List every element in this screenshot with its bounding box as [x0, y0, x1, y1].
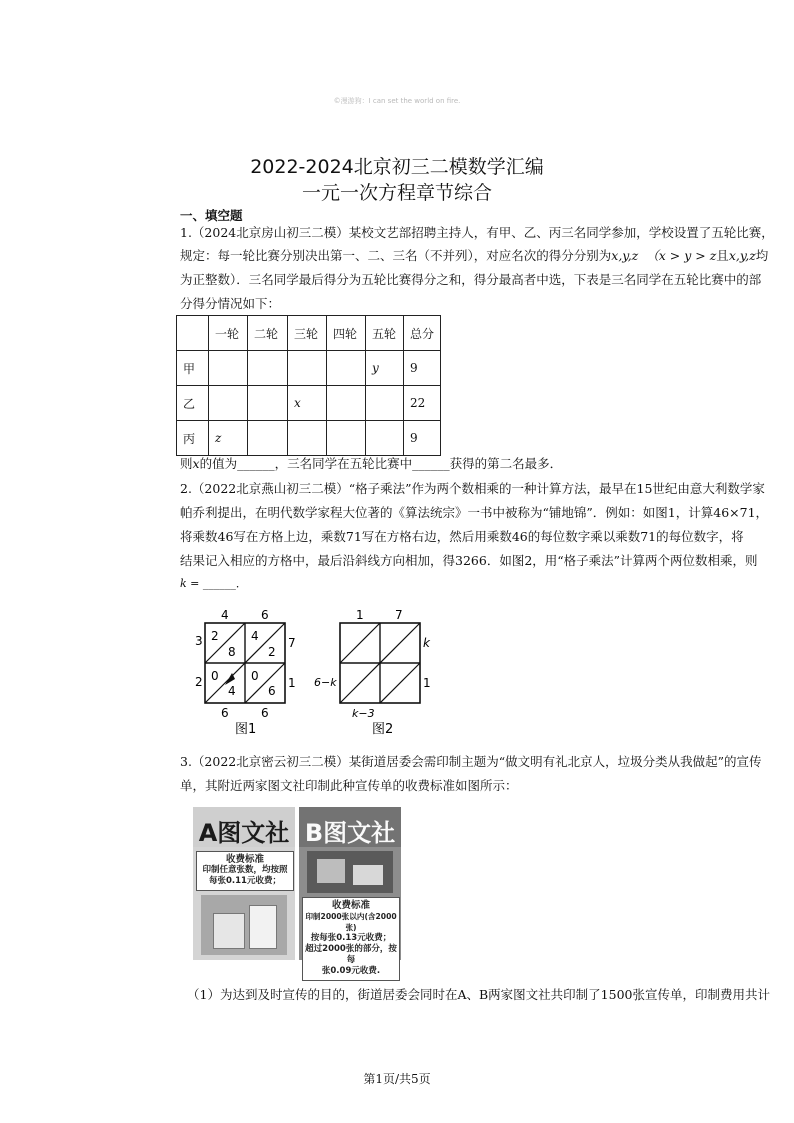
table-header: 四轮	[327, 316, 366, 351]
lattice-figure-1	[185, 603, 310, 738]
table-cell	[209, 351, 248, 386]
table-cell: 乙	[177, 386, 209, 421]
q1-line-2-text: 规定：每一轮比赛分别决出第一、二、三名（不并列），对应名次的得分分别为	[180, 248, 612, 263]
fig1-cell-digit: 0	[251, 669, 259, 683]
table-row	[177, 386, 441, 421]
table-cell: 9	[404, 351, 441, 386]
document-title: 2022-2024北京初三二模数学汇编	[250, 156, 544, 178]
q1-vars-2: x,y,z	[728, 248, 756, 263]
fig1-cell-digit: 8	[228, 645, 236, 659]
print-shop-a-poster	[193, 807, 295, 960]
table-cell: 丙	[177, 421, 209, 456]
table-cell	[177, 316, 209, 351]
table-cell	[366, 421, 404, 456]
fig2-diagonal	[340, 623, 380, 663]
q2-line-2: 帕乔利提出，在明代数学家程大位著的《算法统宗》一书中被称为“铺地锦”．例如：如图1，计算46×71，	[180, 505, 769, 520]
fig1-bottom-label: 6	[261, 706, 269, 720]
poster-b-line: 张0.09元收费.	[321, 966, 381, 976]
fig1-left-label: 3	[195, 634, 203, 648]
table-header: 二轮	[248, 316, 288, 351]
table-header-row	[177, 316, 441, 351]
fig1-right-label: 1	[288, 676, 296, 690]
table-cell	[248, 386, 288, 421]
table-cell	[248, 351, 288, 386]
fig2-caption: 图2	[372, 722, 394, 737]
table-cell: y	[366, 351, 404, 386]
q1-answer-var: x	[192, 456, 200, 471]
poster-a-pricing	[196, 851, 294, 891]
poster-b-illustration	[307, 851, 393, 893]
table-cell: x	[288, 386, 327, 421]
q1-answer-text: 的值为______，三名同学在五轮比赛中______获得的第二名最多．	[199, 456, 563, 471]
fig1-caption: 图1	[235, 722, 257, 737]
poster-a-line: 每张0.11元收费；	[209, 876, 281, 886]
fig2-left-label: 6−k	[314, 676, 337, 689]
fig1-cell-digit: 4	[228, 684, 236, 698]
fig1-cell-digit: 4	[251, 629, 259, 643]
poster-a-illustration	[201, 895, 287, 955]
fig2-right-label: k	[423, 636, 430, 650]
poster-b-art-block	[353, 865, 383, 885]
poster-a-art-block	[213, 913, 245, 949]
fig1-cell-digit: 0	[211, 669, 219, 683]
poster-a-line: 印制任意张数，均按照	[202, 865, 288, 875]
poster-b-line: 超过2000张的部分，按每	[305, 944, 397, 965]
table-cell: 甲	[177, 351, 209, 386]
q3-line-1: 3.（2022北京密云初三二模）某街道居委会需印制主题为“做文明有礼北京人，垃圾分类从我做起”的宣传	[180, 754, 762, 769]
q2-line-1: 2.（2022北京燕山初三二模）“格子乘法”作为两个数相乘的一种计算方法，最早在15世纪由意大利数学家	[180, 481, 765, 496]
fig2-top-label: 7	[395, 608, 403, 622]
score-table	[176, 315, 441, 456]
table-cell: 22	[404, 386, 441, 421]
section-heading: 一、填空题	[180, 208, 243, 223]
q2-line-5	[180, 575, 247, 591]
q1-answer-line	[180, 454, 562, 472]
q1-condition: （x > y > z	[646, 248, 717, 263]
watermark: ©漫游狗：I can set the world on fire.	[333, 97, 461, 105]
table-cell	[288, 421, 327, 456]
fig1-top-label: 4	[221, 608, 229, 622]
print-shop-b-poster	[299, 807, 401, 976]
table-header: 一轮	[209, 316, 248, 351]
fig1-cell-digit: 2	[211, 629, 219, 643]
document-subtitle: 一元一次方程章节综合	[301, 182, 492, 204]
fig1-cell-digit: 6	[268, 684, 276, 698]
fig1-cell-digit: 2	[268, 645, 276, 659]
q2-line-4: 结果记入相应的方格中，最后沿斜线方向相加，得3266．如图2，用“格子乘法”计算两个两位数相乘，则	[180, 553, 758, 568]
q1-line-2	[180, 246, 768, 264]
table-cell: 9	[404, 421, 441, 456]
table-cell: z	[209, 421, 248, 456]
q2-line-5-text: = ______．	[186, 577, 247, 590]
poster-a-heading: 收费标准	[225, 854, 264, 865]
poster-a-logo: A图文社	[198, 819, 290, 847]
fig2-top-label: 1	[356, 608, 364, 622]
table-cell	[288, 351, 327, 386]
poster-b-art-block	[317, 859, 345, 883]
table-cell	[366, 386, 404, 421]
page-footer: 第1页/共5页	[363, 1072, 431, 1086]
q1-line-2-end: 均	[755, 248, 769, 263]
q1-line-4: 分得分情况如下：	[180, 296, 281, 311]
q3-sub-question-1: （1）为达到及时宣传的目的，街道居委会同时在A、B两家图文社共印制了1500张宣传单，印制费用共计	[187, 987, 770, 1002]
table-cell	[327, 351, 366, 386]
lattice-figure-2	[312, 603, 442, 738]
table-row	[177, 421, 441, 456]
fig1-top-label: 6	[261, 608, 269, 622]
table-row	[177, 351, 441, 386]
q1-vars: x,y,z	[611, 248, 639, 263]
table-cell	[209, 386, 248, 421]
poster-b-line: 按每张0.13元收费；	[310, 933, 392, 943]
fig1-bottom-label: 6	[221, 706, 229, 720]
poster-b-pricing	[302, 897, 400, 981]
table-header: 五轮	[366, 316, 404, 351]
q1-and: 且	[716, 248, 729, 263]
table-header: 总分	[404, 316, 441, 351]
fig2-bottom-label: k−3	[352, 707, 375, 720]
fig2-diagonal	[380, 663, 420, 703]
q2-line-3: 将乘数46写在方格上边，乘数71写在方格右边，然后用乘数46的每位数字乘以乘数71的每位数字，将	[180, 529, 744, 544]
q1-line-1: 1.（2024北京房山初三二模）某校文艺部招聘主持人，有甲、乙、丙三名同学参加，学校设置了五轮比赛，	[180, 225, 774, 240]
table-header: 三轮	[288, 316, 327, 351]
q1-answer-prefix: 则	[180, 456, 193, 471]
fig1-left-label: 2	[195, 675, 203, 689]
poster-b-logo: B图文社	[304, 819, 396, 847]
q2-k-var: k	[180, 577, 187, 590]
table-cell	[327, 386, 366, 421]
poster-a-art-block	[249, 905, 277, 949]
table-cell	[327, 421, 366, 456]
poster-b-line: 印制2000张以内(含2000张)	[305, 912, 397, 932]
fig1-right-label: 7	[288, 636, 296, 650]
fig2-right-label: 1	[423, 676, 431, 690]
q3-line-2: 单，其附近两家图文社印制此种宣传单的收费标准如图所示：	[180, 778, 518, 793]
table-cell	[248, 421, 288, 456]
poster-b-heading: 收费标准	[331, 900, 370, 911]
q1-line-3: 为正整数）．三名同学最后得分为五轮比赛得分之和，得分最高者中选，下表是三名同学在五轮比赛中的部	[180, 272, 762, 287]
